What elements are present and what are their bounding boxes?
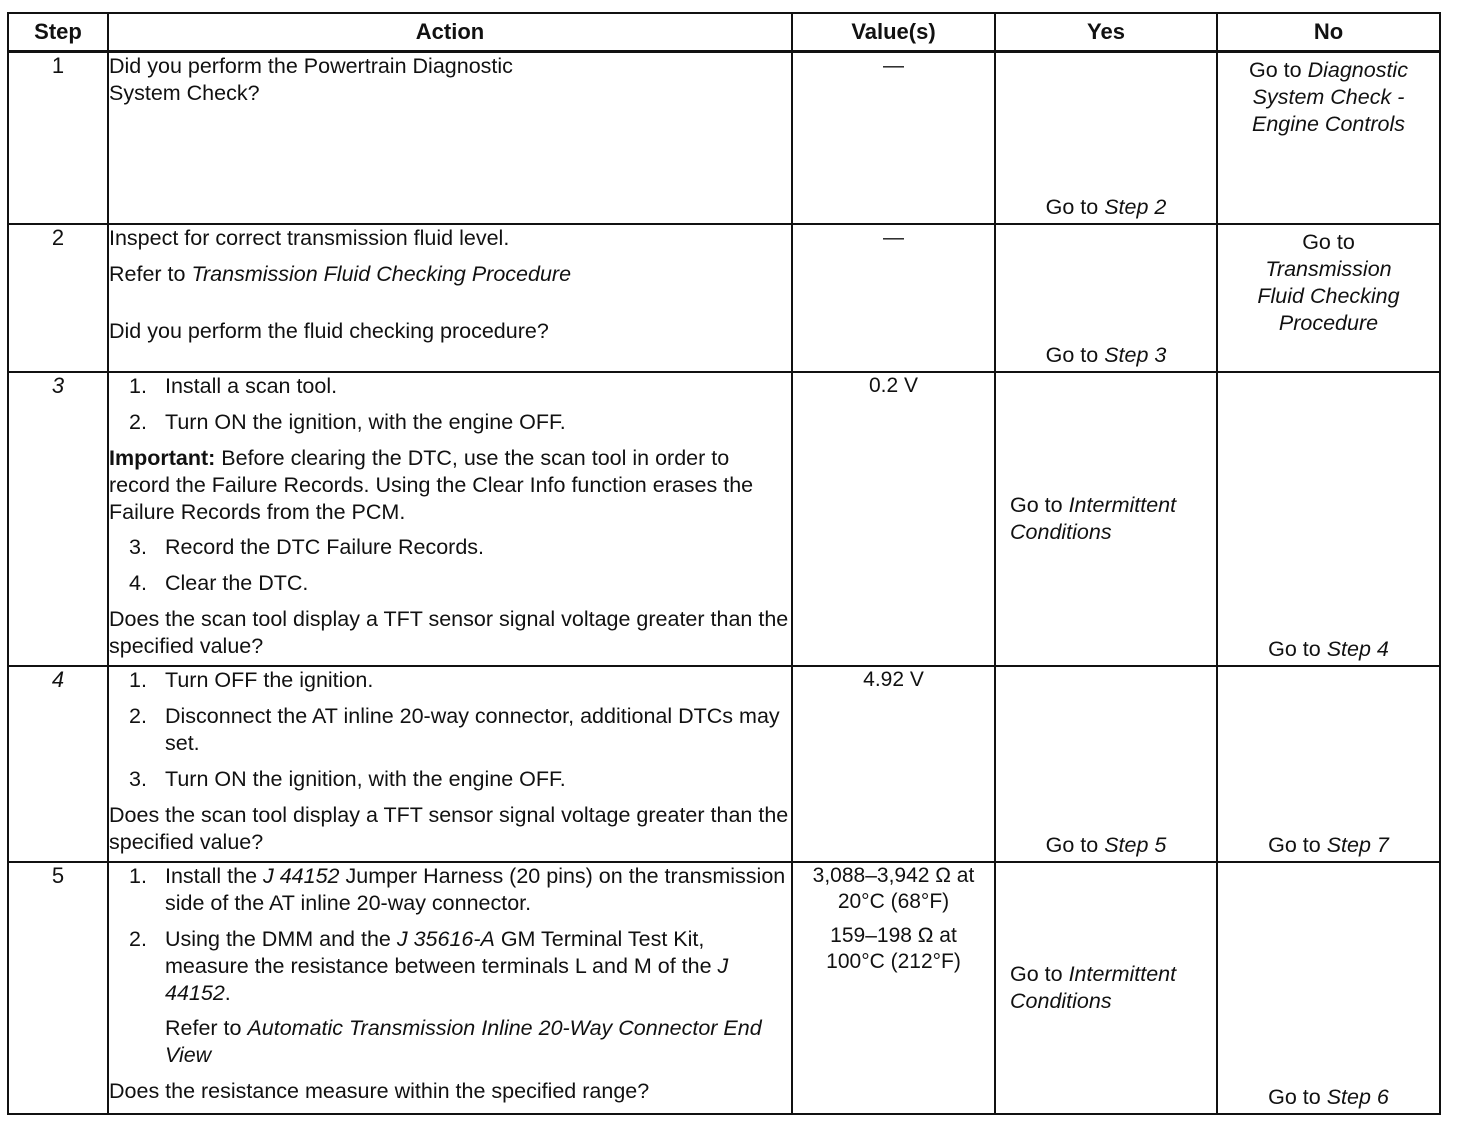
- no-cell: [1217, 52, 1440, 224]
- header-step: Step: [8, 13, 108, 52]
- table-row: [8, 224, 1440, 372]
- action-cell: [108, 52, 792, 224]
- yes-cell: [995, 666, 1217, 862]
- procedure-link[interactable]: Transmission Fluid Checking Procedure: [191, 261, 572, 286]
- yes-cell: [995, 52, 1217, 224]
- go-to-label: Go to: [1010, 961, 1069, 986]
- list-item: 4. Clear the DTC.: [129, 570, 309, 595]
- list-item: 1. Install a scan tool.: [129, 373, 338, 398]
- action-question: Does the scan tool display a TFT sensor signal voltage greater than the specified value?: [109, 802, 789, 854]
- yes-link[interactable]: Step 5: [1104, 832, 1167, 857]
- value-cell: —: [792, 224, 995, 372]
- value-cell: 0.2 V: [792, 372, 995, 666]
- yes-cell: [995, 372, 1217, 666]
- yes-link[interactable]: Intermittent Conditions: [1010, 492, 1177, 544]
- go-to-label: Go to: [1268, 832, 1327, 857]
- table-row: [8, 862, 1440, 1114]
- table-row: [8, 372, 1440, 666]
- yes-link[interactable]: Intermittent Conditions: [1010, 961, 1177, 1013]
- value-cell: [792, 862, 995, 1114]
- action-cell: [108, 666, 792, 862]
- action-steps: [109, 863, 791, 1007]
- yes-link[interactable]: Step 2: [1104, 194, 1167, 219]
- go-to-label: Go to: [1045, 342, 1105, 367]
- action-steps: [109, 373, 791, 436]
- yes-link[interactable]: Step 3: [1104, 342, 1167, 367]
- step-number: 1: [8, 52, 108, 224]
- connector-view-link[interactable]: Automatic Transmission Inline 20-Way Connector End View: [165, 1015, 762, 1067]
- step-number: 3: [8, 372, 108, 666]
- step-number: 4: [8, 666, 108, 862]
- no-cell: [1217, 224, 1440, 372]
- header-row: [8, 13, 1440, 52]
- table-row: [8, 666, 1440, 862]
- header-yes: Yes: [995, 13, 1217, 52]
- step-number: 5: [8, 862, 108, 1114]
- go-to-label: Go to: [1268, 636, 1327, 661]
- go-to-label: Go to: [1045, 832, 1105, 857]
- no-cell: [1217, 372, 1440, 666]
- no-cell: [1217, 666, 1440, 862]
- tool-ref: J 44152: [263, 863, 340, 888]
- important-note: Important: Before clearing the DTC, use the scan tool in order to record the Failure Records. Using the Clear Info function erases the Failure Records from the PCM.: [109, 445, 754, 524]
- go-to-label: Go to: [1249, 58, 1308, 82]
- list-item: 3. Turn ON the ignition, with the engine OFF.: [129, 766, 566, 791]
- no-link[interactable]: Step 7: [1326, 832, 1389, 857]
- header-action: Action: [108, 13, 792, 52]
- header-no: No: [1217, 13, 1440, 52]
- no-link[interactable]: Step 6: [1326, 1084, 1389, 1109]
- list-item: 3. Record the DTC Failure Records.: [129, 534, 485, 559]
- list-item: 2. Disconnect the AT inline 20-way connector, additional DTCs may set.: [129, 703, 780, 755]
- table-row: [8, 52, 1440, 224]
- resistance-spec: 159–198 Ω at 100°C (212°F): [826, 923, 961, 973]
- go-to-label: Go to: [1045, 194, 1105, 219]
- no-link[interactable]: Transmission Fluid Checking Procedure: [1257, 256, 1400, 335]
- no-link[interactable]: Step 4: [1326, 636, 1389, 661]
- resistance-spec: 3,088–3,942 Ω at 20°C (68°F): [812, 863, 975, 913]
- list-item: 2. Turn ON the ignition, with the engine OFF.: [129, 409, 566, 434]
- list-item: 1. Install the J 44152 Jumper Harness (20 pins) on the transmission side of the AT inline 20-way connector.: [129, 863, 786, 915]
- action-text: Inspect for correct transmission fluid level.: [109, 225, 510, 250]
- go-to-label: Go to: [1268, 1084, 1327, 1109]
- value-cell: 4.92 V: [792, 666, 995, 862]
- tool-ref: J 35616-A: [396, 926, 495, 951]
- action-question: Did you perform the fluid checking procedure?: [109, 318, 549, 343]
- yes-cell: [995, 862, 1217, 1114]
- go-to-label: Go to: [1302, 229, 1355, 254]
- refer-text: Refer to Automatic Transmission Inline 20-Way Connector End View: [165, 1015, 762, 1067]
- action-text: System Check?: [109, 81, 260, 105]
- yes-cell: [995, 224, 1217, 372]
- action-cell: [108, 224, 792, 372]
- go-to-label: Go to: [1010, 492, 1069, 517]
- diagnostic-table: [7, 12, 1441, 1115]
- action-steps: [109, 667, 791, 793]
- action-question: Does the resistance measure within the specified range?: [109, 1078, 650, 1103]
- no-link[interactable]: Diagnostic System Check - Engine Controls: [1252, 58, 1408, 136]
- action-cell: [108, 862, 792, 1114]
- list-item: 1. Turn OFF the ignition.: [129, 667, 374, 692]
- action-text: Refer to Transmission Fluid Checking Procedure: [109, 261, 572, 286]
- value-cell: —: [792, 52, 995, 224]
- action-question: Does the scan tool display a TFT sensor signal voltage greater than the specified value?: [109, 606, 789, 658]
- no-cell: [1217, 862, 1440, 1114]
- action-cell: [108, 372, 792, 666]
- step-number: 2: [8, 224, 108, 372]
- header-values: Value(s): [792, 13, 995, 52]
- list-item: 2. Using the DMM and the J 35616-A GM Terminal Test Kit, measure the resistance between terminals L and M of the J 44152.: [129, 926, 729, 1005]
- tool-ref: J 44152: [165, 953, 729, 1005]
- action-steps: [109, 534, 791, 597]
- action-text: Did you perform the Powertrain Diagnostic: [109, 54, 513, 78]
